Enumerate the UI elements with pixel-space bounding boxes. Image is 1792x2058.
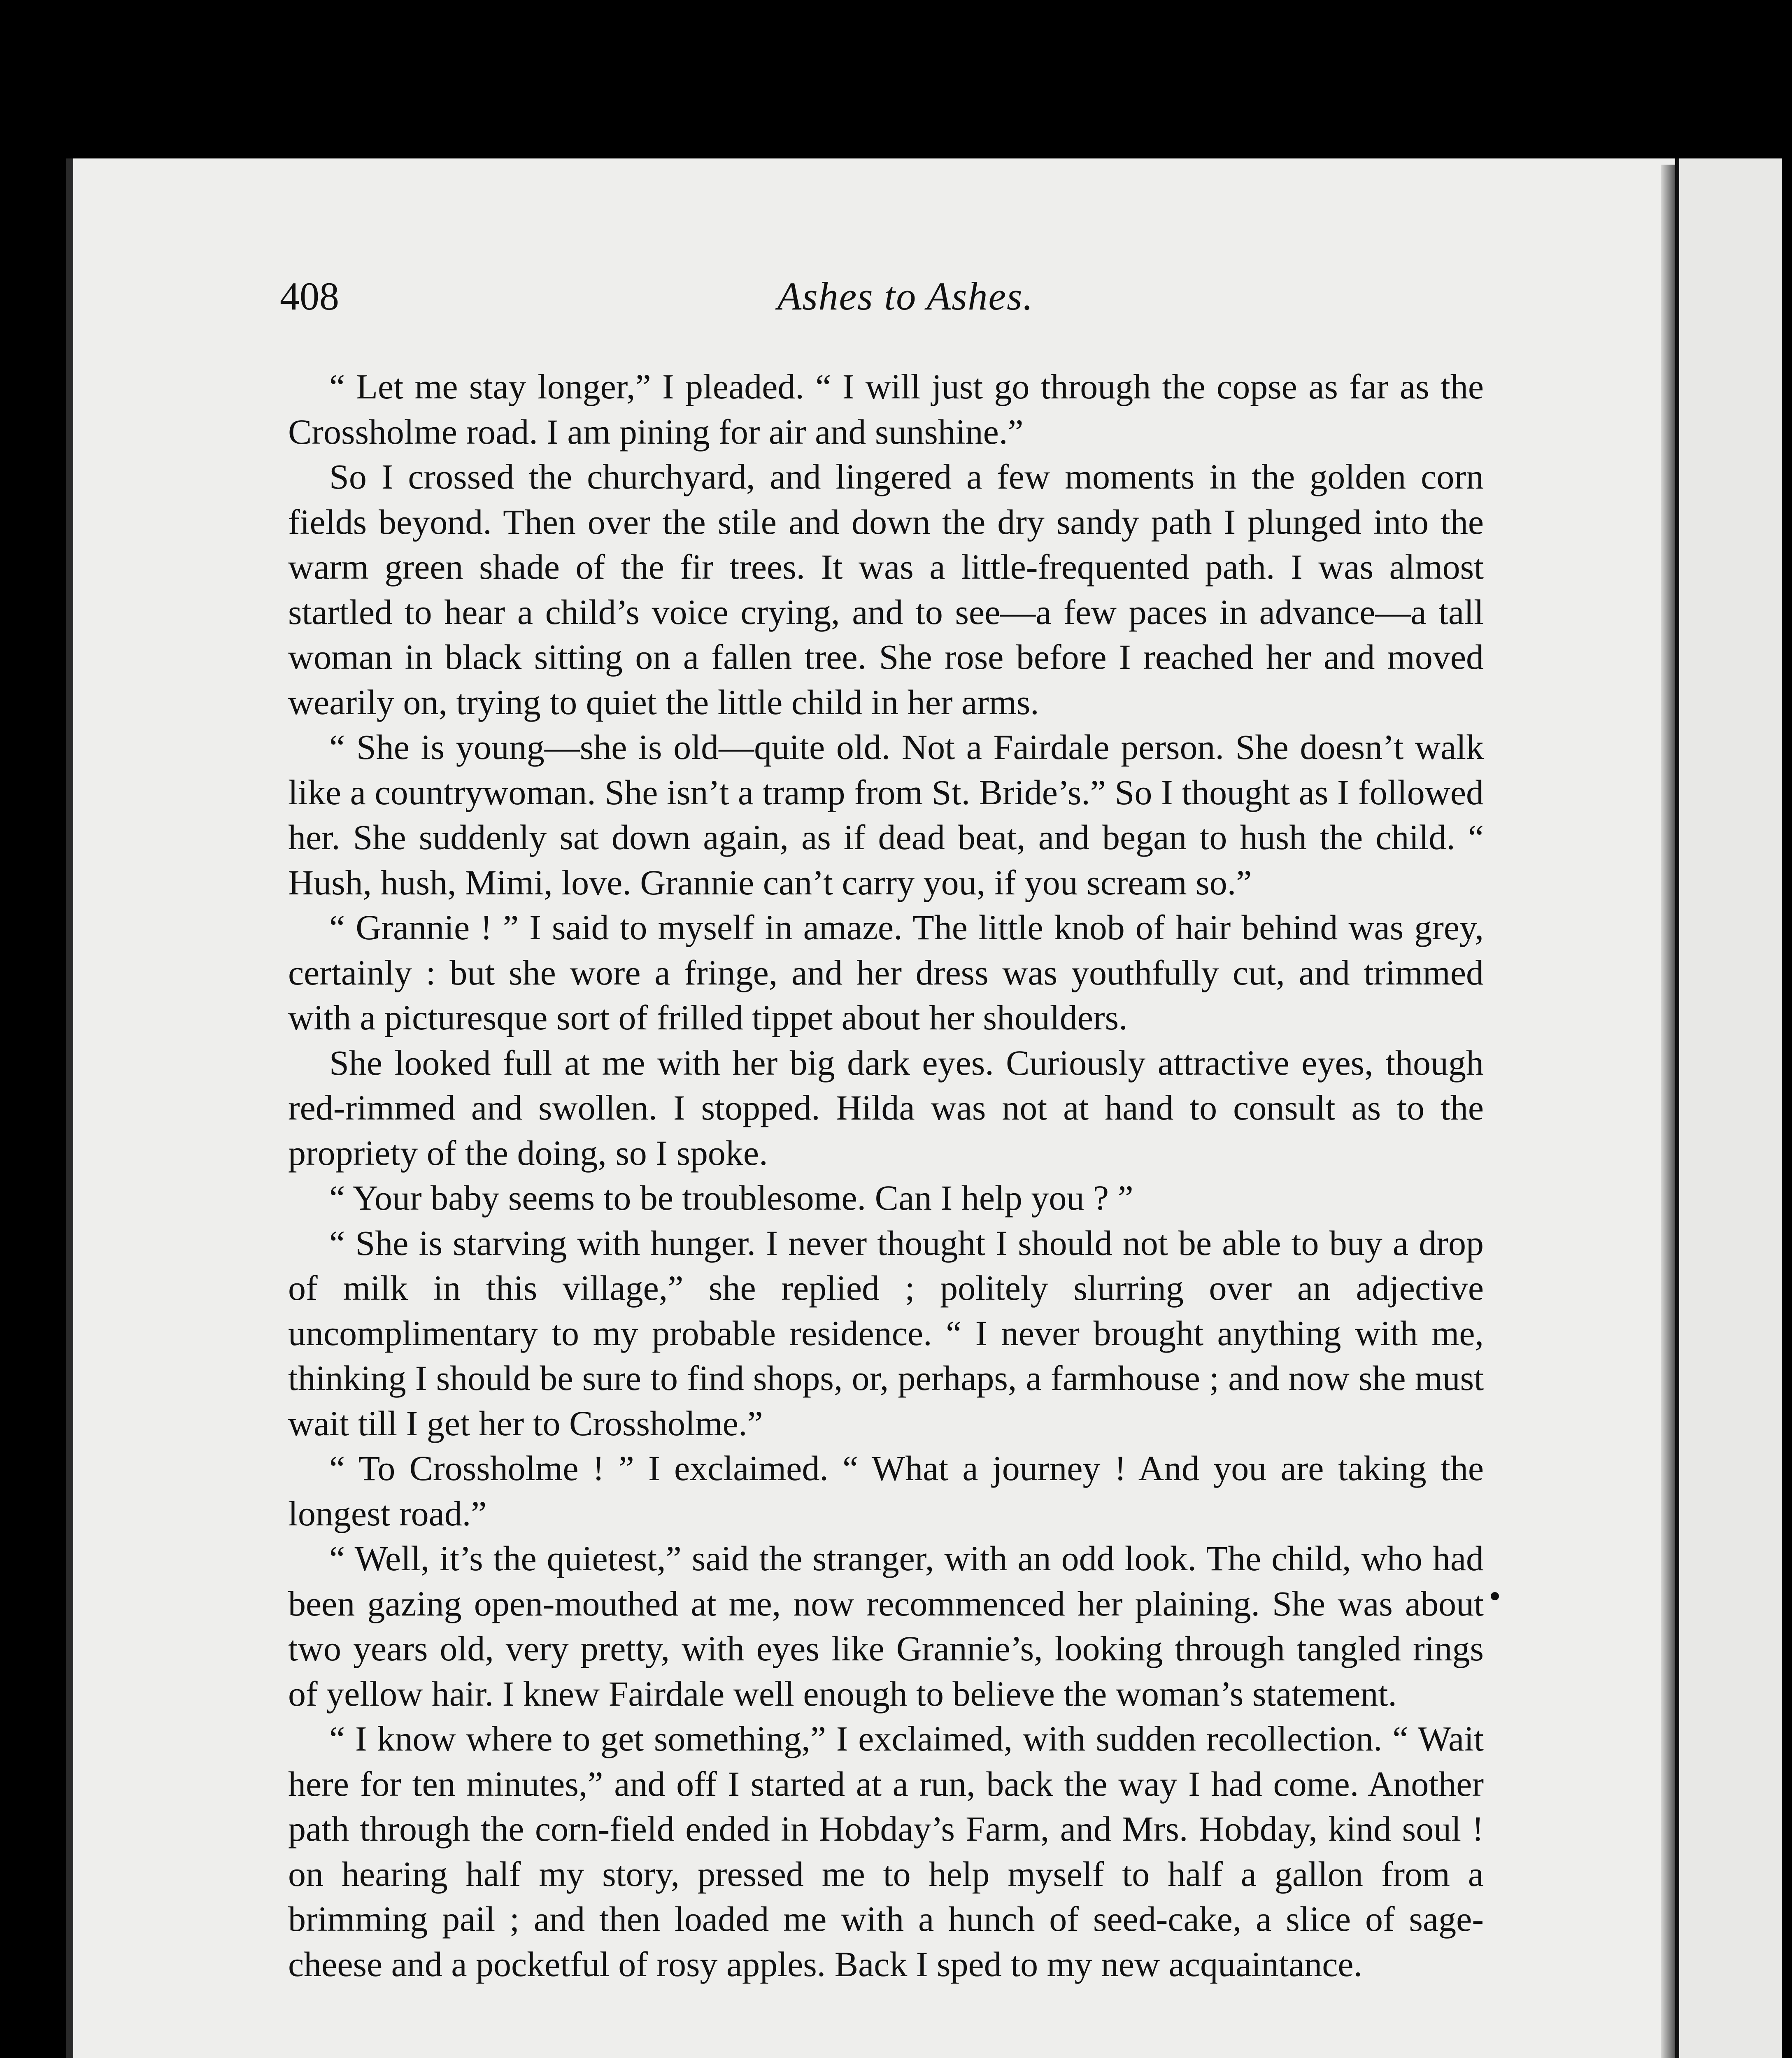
paragraph: “ To Crossholme ! ” I exclaimed. “ What a journey ! And you are taking the longest road.” (288, 1448, 1484, 1533)
paragraph: “ Well, it’s the quietest,” said the stranger, with an odd look. The child, who had been gazing open-mouthed at me, now recommenced her plaining. She was about two years old, very pretty, with eyes like Grannie’s, looking through tangled rings of yellow hair. I knew Fairdale well enough to believe the woman’s statement. (288, 1539, 1484, 1713)
facing-page-edge (1675, 158, 1782, 2058)
page-gutter (1661, 165, 1675, 2058)
running-head (280, 272, 1531, 321)
paragraph: So I crossed the churchyard, and lingered a few moments in the golden corn fields beyond. Then over the stile and down the dry sandy path I plunged into the warm green shade of the fir trees. It was a little-frequented path. I was almost startled to hear a child’s voice crying, and to see—a few paces in advance—a tall woman in black sitting on a fallen tree. She rose before I reached her and moved wearily on, trying to quiet the little child in her arms. (288, 457, 1484, 722)
paragraph: “ Let me stay longer,” I pleaded. “ I will just go through the copse as far as the Crossholme road. I am pining for air and sunshine.” (288, 367, 1484, 452)
paragraph: “ She is young—she is old—quite old. Not a Fairdale person. She doesn’t walk like a countrywoman. She isn’t a tramp from St. Bride’s.” So I thought as I followed her. She suddenly sat down again, as if dead beat, and began to hush the child. “ Hush, hush, Mimi, love. Grannie can’t carry you, if you scream so.” (288, 727, 1484, 902)
paragraph: She looked full at me with her big dark eyes. Curiously attractive eyes, though red-rimmed and swollen. I stopped. Hilda was not at hand to consult as to the propriety of the doing, so I spoke. (288, 1043, 1484, 1173)
paragraph: “ Grannie ! ” I said to myself in amaze. The little knob of hair behind was grey, certainly : but she wore a fringe, and her dress was youthfully cut, and trimmed with a picturesque sort of frilled tippet about her shoulders. (288, 908, 1484, 1037)
page-number: 408 (280, 274, 339, 318)
body-text (288, 364, 1484, 1987)
paragraph: “ I know where to get something,” I exclaimed, with sudden recollection. “ Wait here for ten minutes,” and off I started at a run, back the way I had come. Another path through the corn-field ended in Hobday’s Farm, and Mrs. Hobday, kind soul ! on hearing half my story, pressed me to help myself to half a gallon from a brimming pail ; and then loaded me with a hunch of seed-cake, a slice of sage-cheese and a pocketful of rosy apples. Back I sped to my new acquaintance. (288, 1719, 1484, 1984)
ink-dot (1491, 1592, 1499, 1600)
paragraph: “ She is starving with hunger. I never thought I should not be able to buy a drop of milk in this village,” she replied ; politely slurring over an adjective uncomplimentary to my probable residence. “ I never brought anything with me, thinking I should be sure to find shops, or, perhaps, a farmhouse ; and now she must wait till I get her to Crossholme.” (288, 1223, 1484, 1443)
chapter-title: Ashes to Ashes. (777, 274, 1034, 318)
paragraph: “ Your baby seems to be troublesome. Can I help you ? ” (329, 1178, 1133, 1218)
